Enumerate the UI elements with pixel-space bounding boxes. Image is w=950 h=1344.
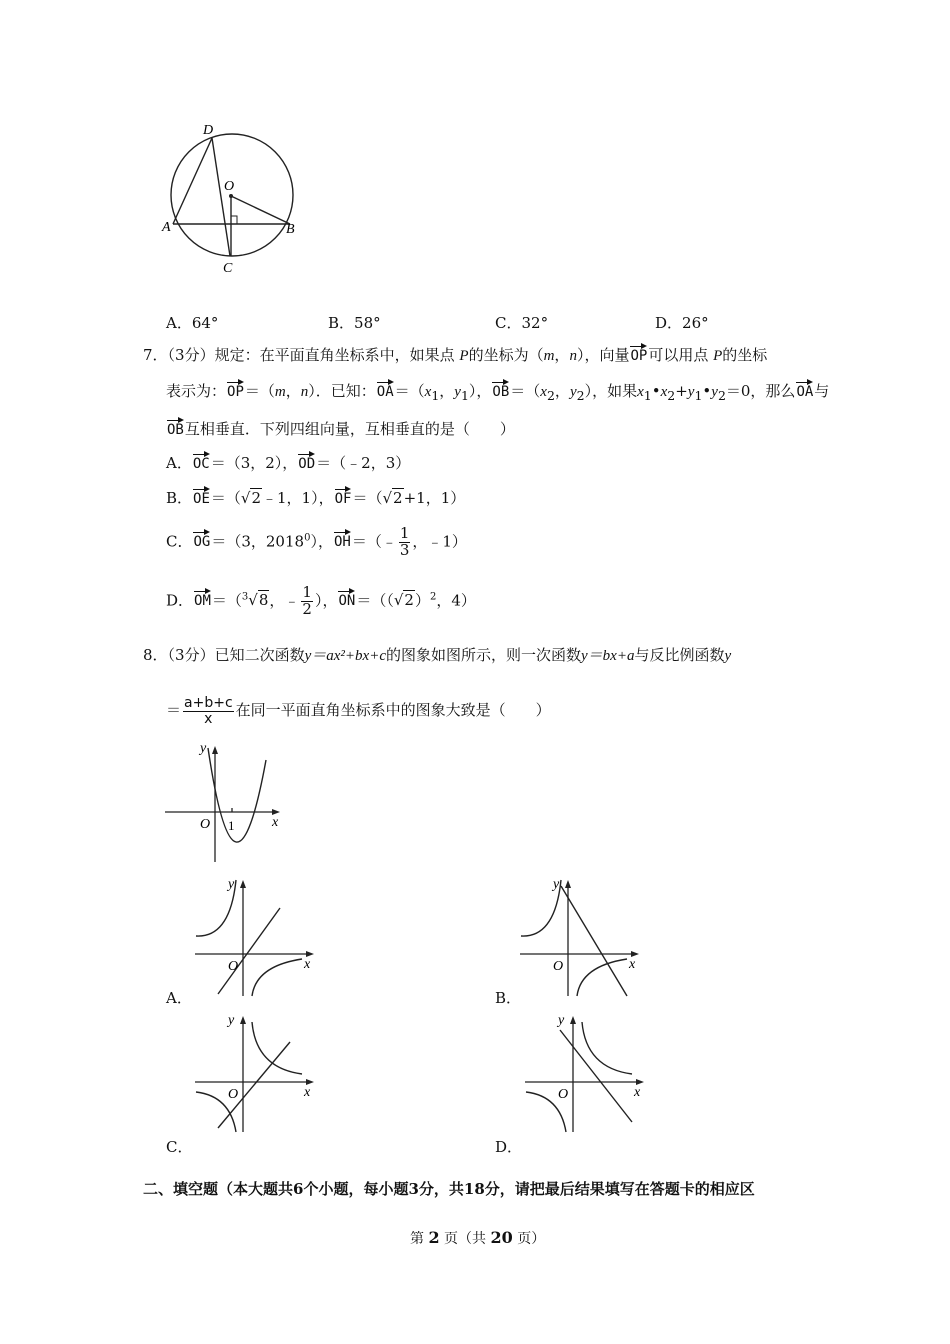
sqrt-symbol: √2	[393, 591, 414, 610]
q7-option-d[interactable]: D．OM＝（$^3$√8，﹣ $\frac{1}{2}$ ），$ON=((√2)^2$，4）	[166, 583, 476, 618]
sqrt-symbol: √2	[240, 489, 262, 507]
label-y: y	[228, 1013, 235, 1028]
option-b-graph	[515, 874, 645, 999]
label-A: A	[162, 220, 171, 235]
label-O: O	[224, 179, 235, 194]
page-footer: 第 2 页（共 20 页）	[410, 1228, 546, 1247]
label-y: y	[553, 877, 560, 892]
label-O: O	[558, 1087, 569, 1102]
q8-line2: ＝ $\frac{a+b+c}{x}$ 在同一平面直角坐标系中的图象大致是（ ）	[166, 695, 551, 727]
circle-figure	[160, 118, 310, 278]
q8-option-d[interactable]: D．	[495, 1138, 523, 1156]
q6-option-d[interactable]: D．26°	[655, 314, 709, 332]
label-x: x	[629, 957, 636, 972]
q8-line1: 8．（3分）已知二次函数y＝ax²+bx+c的图象如图所示，则一次函数y＝bx+a与反比例函数y	[143, 646, 732, 664]
q8-option-a[interactable]: A．	[166, 989, 192, 1007]
q7-line1: 7．（3分）规定：在平面直角坐标系中，如果点 P的坐标为（m，n），向量OP可以用点 P的坐标	[143, 346, 768, 364]
label-O: O	[200, 817, 211, 832]
q7-option-c[interactable]: C．OG＝（3，2018$^0$），OH＝（﹣ $\frac{1}{3}$ ，﹣1）	[166, 524, 467, 559]
fraction: $\frac{a+b+c}{x}$	[184, 695, 233, 727]
q6-option-c[interactable]: C．32°	[495, 314, 549, 332]
cbrt-symbol: √8	[248, 591, 269, 610]
label-B: B	[286, 222, 295, 237]
label-x: x	[634, 1085, 641, 1100]
q7-line2: 表示为：OP＝（m，n）．已知：$OA=(x_1$，$y_1$），$OB=(x_2$，$y_2$），如果$x_1•x_2+y_1•y_2=0$，那么OA与	[166, 382, 830, 403]
fraction: $\frac{1}{3}$	[399, 524, 410, 559]
q6-option-b[interactable]: B．58°	[328, 314, 381, 332]
label-y: y	[228, 877, 235, 892]
label-one: 1	[228, 818, 235, 833]
label-O: O	[228, 959, 239, 974]
q7-line3: OB互相垂直．下列四组向量，互相垂直的是（ ）	[167, 420, 515, 438]
label-O: O	[228, 1087, 239, 1102]
label-x: x	[304, 957, 311, 972]
q6-option-a[interactable]: A．64°	[166, 314, 219, 332]
section-heading: 二、填空题（本大题共6个小题，每小题3分，共18分，请把最后结果填写在答题卡的相应区	[143, 1180, 755, 1198]
option-d-graph	[520, 1010, 650, 1135]
q8-option-c[interactable]: C．	[166, 1138, 193, 1156]
label-y: y	[558, 1013, 565, 1028]
option-a-graph	[190, 874, 320, 999]
q8-option-b[interactable]: B．	[495, 989, 522, 1007]
label-O: O	[553, 959, 564, 974]
label-y: y	[200, 741, 207, 756]
label-D: D	[203, 123, 214, 138]
q7-option-b[interactable]: B．OE＝（√2﹣1，1），OF＝（√2+1，1）	[166, 489, 466, 507]
label-C: C	[223, 261, 233, 276]
label-x: x	[272, 815, 279, 830]
sqrt-symbol: √2	[382, 489, 403, 507]
fraction: $\frac{1}{2}$	[302, 583, 312, 618]
label-x: x	[304, 1085, 311, 1100]
option-c-graph	[190, 1010, 320, 1135]
q7-option-a[interactable]: A．OC＝（3，2），OD＝（﹣2，3）	[166, 454, 411, 472]
parabola-graph	[160, 740, 290, 865]
